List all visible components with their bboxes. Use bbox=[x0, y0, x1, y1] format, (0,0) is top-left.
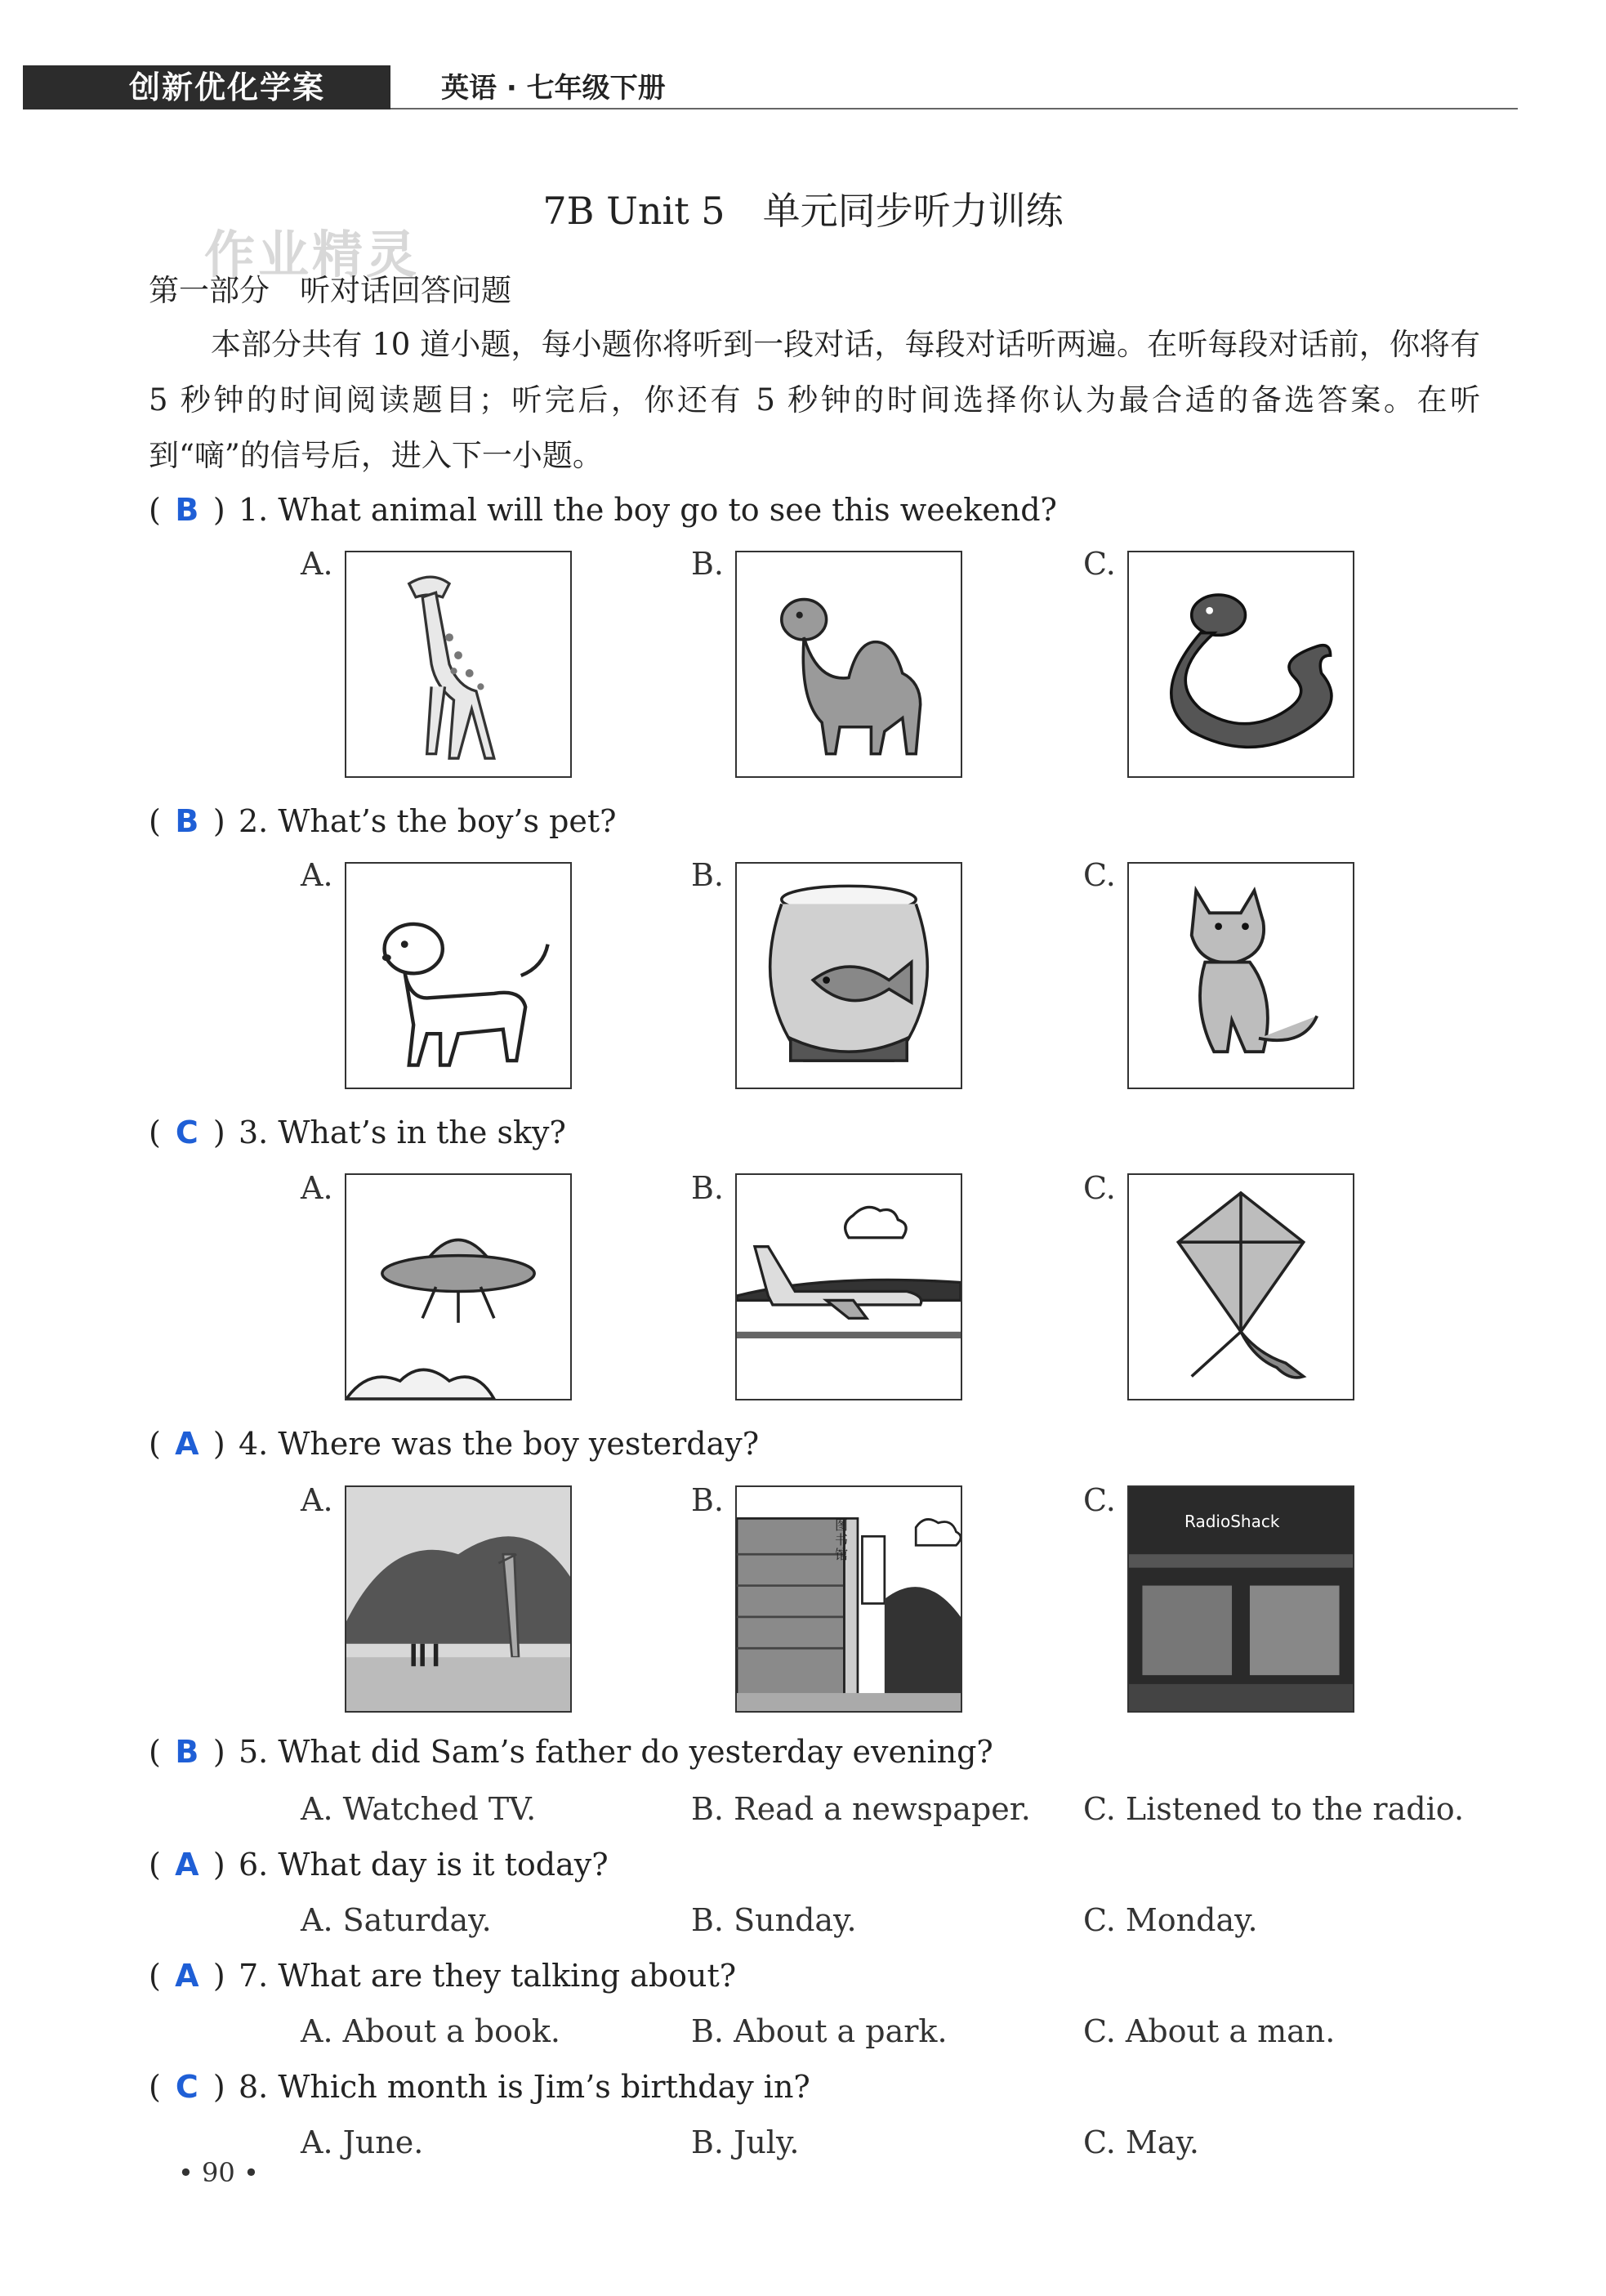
q4-label-a: A. bbox=[301, 1482, 333, 1518]
page-title: 7B Unit 5 单元同步听力训练 bbox=[542, 189, 1064, 233]
q3-label-a: A. bbox=[301, 1170, 333, 1206]
question-6-text: 6. What day is it today? bbox=[239, 1847, 609, 1883]
airplane-image[interactable] bbox=[735, 1173, 962, 1400]
giraffe-image[interactable] bbox=[345, 551, 572, 778]
q1-label-a: A. bbox=[301, 546, 333, 582]
question-2-text: 2. What’s the boy’s pet? bbox=[239, 803, 617, 839]
question-8: ( C ) 8. Which month is Jim’s birthday in? bbox=[149, 2069, 810, 2105]
snake-image[interactable] bbox=[1127, 551, 1354, 778]
q5-option-a[interactable]: A. Watched TV. bbox=[301, 1791, 537, 1827]
page-number: • 90 • bbox=[178, 2157, 259, 2188]
question-3-text: 3. What’s in the sky? bbox=[239, 1114, 566, 1150]
q6-option-a[interactable]: A. Saturday. bbox=[301, 1902, 492, 1938]
question-4: ( A ) 4. Where was the boy yesterday? bbox=[149, 1426, 760, 1462]
watermark: 作业精灵 bbox=[204, 225, 421, 284]
book-title: 英语 · 七年级下册 bbox=[441, 72, 666, 105]
question-8-text: 8. Which month is Jim’s birthday in? bbox=[239, 2069, 810, 2105]
kite-image[interactable] bbox=[1127, 1173, 1354, 1400]
q3-label-c: C. bbox=[1083, 1170, 1116, 1206]
zoo-photo-image[interactable] bbox=[345, 1485, 572, 1713]
q8-option-c[interactable]: C. May. bbox=[1083, 2124, 1199, 2160]
q2-label-b: B. bbox=[691, 857, 725, 893]
question-1: ( B ) 1. What animal will the boy go to see this weekend? bbox=[149, 492, 1057, 528]
cat-image[interactable] bbox=[1127, 862, 1354, 1089]
q8-option-a[interactable]: A. June. bbox=[301, 2124, 424, 2160]
instructions: 本部分共有 10 道小题，每小题你将听到一段对话，每段对话听两遍。在听每段对话前，你将有 5 秒钟的时间阅读题目；听完后，你还有 5 秒钟的时间选择你认为最合适的备选答案。在听到“嘀”的信号后，进入下一小题。 bbox=[149, 327, 1480, 473]
library-sign-text: 图书馆 bbox=[835, 1517, 849, 1562]
q1-label-b: B. bbox=[691, 546, 725, 582]
answer-6: A bbox=[175, 1847, 199, 1883]
q4-label-b: B. bbox=[691, 1482, 725, 1518]
dog-image[interactable] bbox=[345, 862, 572, 1089]
camel-image[interactable] bbox=[735, 551, 962, 778]
question-5-text: 5. What did Sam’s father do yesterday evening? bbox=[239, 1734, 993, 1770]
store-sign-text: RadioShack bbox=[1184, 1512, 1280, 1531]
question-2: ( B ) 2. What’s the boy’s pet? bbox=[149, 803, 617, 839]
q2-label-c: C. bbox=[1083, 857, 1116, 893]
q2-label-a: A. bbox=[301, 857, 333, 893]
fish-bowl-image[interactable] bbox=[735, 862, 962, 1089]
section-heading: 第一部分 听对话回答问题 bbox=[149, 273, 511, 308]
q4-label-c: C. bbox=[1083, 1482, 1116, 1518]
answer-1: B bbox=[175, 492, 199, 528]
question-6: ( A ) 6. What day is it today? bbox=[149, 1847, 609, 1883]
q6-option-b[interactable]: B. Sunday. bbox=[691, 1902, 857, 1938]
q3-label-b: B. bbox=[691, 1170, 725, 1206]
question-7-text: 7. What are they talking about? bbox=[239, 1958, 737, 1994]
q7-option-a[interactable]: A. About a book. bbox=[301, 2013, 560, 2049]
series-banner: 创新优化学案 bbox=[23, 65, 390, 109]
answer-5: B bbox=[175, 1734, 199, 1770]
question-3: ( C ) 3. What’s in the sky? bbox=[149, 1114, 566, 1150]
question-5: ( B ) 5. What did Sam’s father do yesterday evening? bbox=[149, 1734, 993, 1770]
answer-8: C bbox=[175, 2069, 199, 2105]
q6-option-c[interactable]: C. Monday. bbox=[1083, 1902, 1258, 1938]
q1-label-c: C. bbox=[1083, 546, 1116, 582]
q8-option-b[interactable]: B. July. bbox=[691, 2124, 800, 2160]
q5-option-c[interactable]: C. Listened to the radio. bbox=[1083, 1791, 1465, 1827]
answer-4: A bbox=[175, 1426, 199, 1462]
answer-3: C bbox=[175, 1114, 199, 1150]
q7-option-c[interactable]: C. About a man. bbox=[1083, 2013, 1336, 2049]
q5-option-b[interactable]: B. Read a newspaper. bbox=[691, 1791, 1031, 1827]
ufo-image[interactable] bbox=[345, 1173, 572, 1400]
header-rule bbox=[390, 108, 1518, 109]
answer-2: B bbox=[175, 803, 199, 839]
question-7: ( A ) 7. What are they talking about? bbox=[149, 1958, 737, 1994]
question-4-text: 4. Where was the boy yesterday? bbox=[239, 1426, 760, 1462]
q7-option-b[interactable]: B. About a park. bbox=[691, 2013, 948, 2049]
question-1-text: 1. What animal will the boy go to see this weekend? bbox=[239, 492, 1057, 528]
answer-7: A bbox=[175, 1958, 199, 1994]
